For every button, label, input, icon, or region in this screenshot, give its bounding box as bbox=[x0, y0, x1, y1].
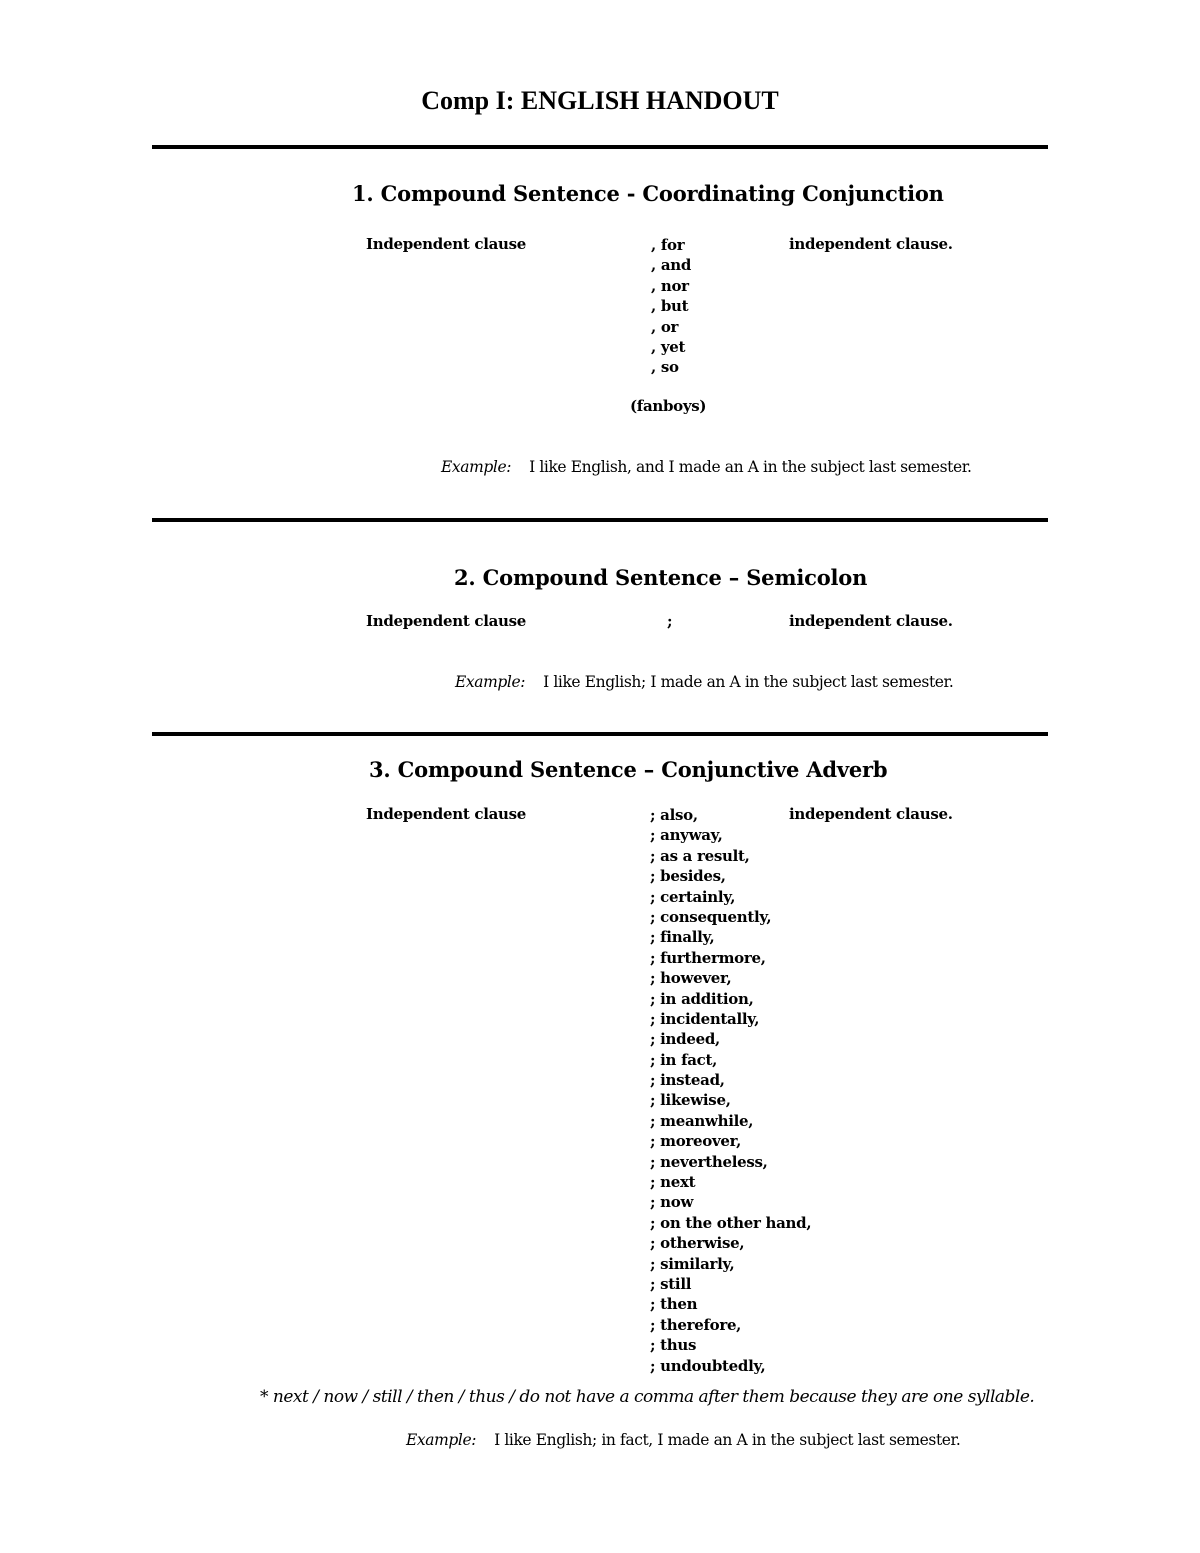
list-item: ; nevertheless, bbox=[650, 1152, 768, 1171]
page-title: Comp I: ENGLISH HANDOUT bbox=[421, 86, 779, 115]
list-item: ; otherwise, bbox=[650, 1234, 745, 1253]
conjunctive-adverb-list bbox=[650, 805, 811, 1376]
list-item: ; besides, bbox=[650, 867, 726, 886]
conjunction-list bbox=[651, 235, 691, 378]
list-item: ; on the other hand, bbox=[650, 1213, 812, 1232]
list-item: ; next bbox=[650, 1173, 696, 1192]
section-1-left-label: Independent clause bbox=[366, 235, 527, 253]
list-item: , yet bbox=[651, 337, 686, 356]
list-item: ; indeed, bbox=[650, 1030, 720, 1049]
section-1-example bbox=[441, 458, 972, 476]
list-item: ; thus bbox=[650, 1336, 697, 1355]
list-item: ; still bbox=[650, 1274, 692, 1293]
example-label: Example: bbox=[441, 458, 512, 476]
semicolon-mark: ; bbox=[667, 612, 673, 630]
example-label: Example: bbox=[455, 673, 526, 691]
list-item: , for bbox=[651, 236, 685, 254]
list-item: ; incidentally, bbox=[650, 1009, 760, 1028]
list-item: ; finally, bbox=[650, 928, 715, 947]
list-item: ; in addition, bbox=[650, 989, 754, 1008]
list-item: ; furthermore, bbox=[650, 948, 766, 967]
list-item: ; in fact, bbox=[650, 1050, 718, 1069]
list-item: ; also, bbox=[650, 806, 698, 824]
list-item: ; likewise, bbox=[650, 1091, 731, 1110]
list-item: ; consequently, bbox=[650, 907, 772, 926]
list-item: ; anyway, bbox=[650, 826, 723, 845]
section-divider bbox=[152, 732, 1048, 736]
list-item: , and bbox=[651, 256, 692, 275]
fanboys-mnemonic: (fanboys) bbox=[630, 397, 707, 415]
section-3-example bbox=[406, 1431, 960, 1449]
section-1-heading: 1. Compound Sentence - Coordinating Conjunction bbox=[352, 181, 944, 206]
list-item: ; as a result, bbox=[650, 846, 750, 865]
section-2-heading: 2. Compound Sentence – Semicolon bbox=[454, 565, 868, 590]
list-item: ; now bbox=[650, 1193, 694, 1212]
list-item: ; then bbox=[650, 1295, 698, 1314]
list-item: ; moreover, bbox=[650, 1132, 742, 1151]
section-3-left-label: Independent clause bbox=[366, 805, 527, 823]
list-item: ; similarly, bbox=[650, 1254, 735, 1273]
section-divider bbox=[152, 518, 1048, 522]
section-1-right-label: independent clause. bbox=[789, 235, 953, 253]
one-syllable-note: * next / now / still / then / thus / do not have a comma after them because they are one syllable. bbox=[260, 1387, 1035, 1407]
list-item: ; undoubtedly, bbox=[650, 1356, 766, 1375]
list-item: , or bbox=[651, 317, 679, 336]
example-label: Example: bbox=[406, 1431, 477, 1449]
list-item: , nor bbox=[651, 276, 689, 295]
list-item: ; therefore, bbox=[650, 1315, 742, 1334]
example-text: I like English; I made an A in the subject last semester. bbox=[543, 673, 954, 691]
example-text: I like English; in fact, I made an A in the subject last semester. bbox=[494, 1431, 961, 1449]
section-2-right-label: independent clause. bbox=[789, 612, 953, 630]
section-2-left-label: Independent clause bbox=[366, 612, 527, 630]
list-item: , so bbox=[651, 358, 679, 377]
list-item: ; however, bbox=[650, 969, 732, 988]
section-divider bbox=[152, 145, 1048, 149]
list-item: ; certainly, bbox=[650, 887, 736, 906]
section-3-heading: 3. Compound Sentence – Conjunctive Adverb bbox=[369, 757, 888, 782]
list-item: ; meanwhile, bbox=[650, 1111, 754, 1130]
example-text: I like English, and I made an A in the subject last semester. bbox=[529, 458, 972, 476]
section-3-right-label: independent clause. bbox=[789, 805, 953, 823]
section-2-example bbox=[455, 673, 953, 691]
list-item: ; instead, bbox=[650, 1071, 725, 1090]
list-item: , but bbox=[651, 297, 689, 316]
